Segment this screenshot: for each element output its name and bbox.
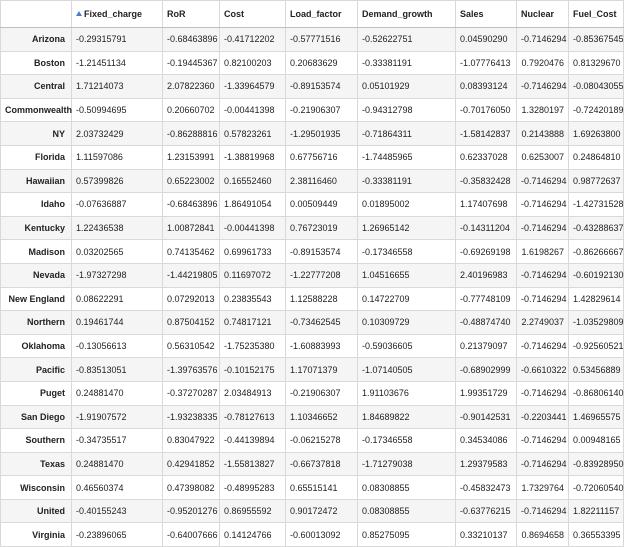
table-row	[1, 98, 624, 122]
table-cell: 0.11697072	[220, 263, 286, 287]
table-cell: -0.72060540	[569, 476, 624, 500]
table-row	[1, 263, 624, 287]
table-cell: -0.86806140	[569, 381, 624, 405]
table-cell: -0.45832473	[456, 476, 517, 500]
table-cell: 1.17071379	[286, 358, 358, 382]
row-header: Idaho	[1, 193, 72, 217]
table-cell: -1.93238335	[163, 405, 220, 429]
table-cell: -0.21906307	[286, 381, 358, 405]
table-row	[1, 75, 624, 99]
table-cell: -1.60883993	[286, 334, 358, 358]
table-cell: -0.00441398	[220, 216, 286, 240]
table-cell: -0.06215278	[286, 429, 358, 453]
table-cell: -1.29501935	[286, 122, 358, 146]
table-cell: -0.7146294	[517, 75, 569, 99]
table-cell: -1.44219805	[163, 263, 220, 287]
row-header: United	[1, 499, 72, 523]
table-cell: 0.05101929	[358, 75, 456, 99]
row-header: Nevada	[1, 263, 72, 287]
table-cell: 1.91103676	[358, 381, 456, 405]
table-row	[1, 405, 624, 429]
table-cell: 2.07822360	[163, 75, 220, 99]
table-cell: -1.42731528	[569, 193, 624, 217]
column-header-ror[interactable]	[163, 1, 220, 28]
table-cell: -0.50994695	[72, 98, 163, 122]
table-row	[1, 193, 624, 217]
table-cell: 0.83047922	[163, 429, 220, 453]
table-cell: -0.7146294	[517, 169, 569, 193]
table-cell: -1.97327298	[72, 263, 163, 287]
row-header: Central	[1, 75, 72, 99]
table-cell: -0.86266667	[569, 240, 624, 264]
table-cell: -0.83928950	[569, 452, 624, 476]
row-header: Texas	[1, 452, 72, 476]
table-cell: -0.34735517	[72, 429, 163, 453]
table-cell: 1.29379583	[456, 452, 517, 476]
table-cell: -1.21451134	[72, 51, 163, 75]
table-cell: -1.39763576	[163, 358, 220, 382]
table-cell: -0.60013092	[286, 523, 358, 547]
row-header: San Diego	[1, 405, 72, 429]
table-cell: 1.11597086	[72, 145, 163, 169]
table-cell: 1.69263800	[569, 122, 624, 146]
table-cell: -0.89153574	[286, 240, 358, 264]
table-cell: 0.42941852	[163, 452, 220, 476]
table-cell: -0.21906307	[286, 98, 358, 122]
table-cell: -1.07776413	[456, 51, 517, 75]
table-cell: 0.90172472	[286, 499, 358, 523]
table-cell: -1.55813827	[220, 452, 286, 476]
table-row	[1, 334, 624, 358]
table-cell: 0.24881470	[72, 452, 163, 476]
table-cell: -1.74485965	[358, 145, 456, 169]
table-cell: -0.00441398	[220, 98, 286, 122]
table-cell: 2.03484913	[220, 381, 286, 405]
table-cell: -1.71279038	[358, 452, 456, 476]
table-cell: -0.66737818	[286, 452, 358, 476]
table-cell: -0.64007666	[163, 523, 220, 547]
table-cell: 0.46560374	[72, 476, 163, 500]
table-row	[1, 51, 624, 75]
header-row	[1, 1, 624, 28]
table-cell: 0.76723019	[286, 216, 358, 240]
table-row	[1, 169, 624, 193]
table-cell: 0.00509449	[286, 193, 358, 217]
table-cell: 1.26965142	[358, 216, 456, 240]
column-header-fixed-charge[interactable]	[72, 1, 163, 28]
row-header: Florida	[1, 145, 72, 169]
table-cell: 0.6253007	[517, 145, 569, 169]
table-cell: 0.24881470	[72, 381, 163, 405]
table-cell: 0.86955592	[220, 499, 286, 523]
row-header: Wisconsin	[1, 476, 72, 500]
table-cell: -0.17346558	[358, 429, 456, 453]
table-cell: -0.7146294	[517, 287, 569, 311]
table-cell: 0.21379097	[456, 334, 517, 358]
table-cell: -0.59036605	[358, 334, 456, 358]
row-header: Pacific	[1, 358, 72, 382]
table-cell: 0.33210137	[456, 523, 517, 547]
row-header: Arizona	[1, 28, 72, 52]
table-cell: -1.58142837	[456, 122, 517, 146]
table-row	[1, 216, 624, 240]
table-cell: 1.86491054	[220, 193, 286, 217]
table-cell: -0.43288637	[569, 216, 624, 240]
table-cell: 0.08308855	[358, 499, 456, 523]
table-cell: -1.91907572	[72, 405, 163, 429]
table-row	[1, 28, 624, 52]
column-header-label: Fuel_Cost	[573, 9, 617, 19]
column-header-label: Cost	[224, 9, 244, 19]
table-cell: 0.00948165	[569, 429, 624, 453]
table-cell: 0.08622291	[72, 287, 163, 311]
table-cell: 1.22436538	[72, 216, 163, 240]
table-cell: -0.7146294	[517, 429, 569, 453]
table-cell: -0.95201276	[163, 499, 220, 523]
table-cell: -0.7146294	[517, 334, 569, 358]
column-header-label: Demand_growth	[362, 9, 433, 19]
table-cell: 2.03732429	[72, 122, 163, 146]
table-cell: 0.10309729	[358, 311, 456, 335]
table-cell: -0.92560521	[569, 334, 624, 358]
table-cell: -0.70176050	[456, 98, 517, 122]
table-cell: 1.04516655	[358, 263, 456, 287]
table-cell: -0.23896065	[72, 523, 163, 547]
table-cell: 0.56310542	[163, 334, 220, 358]
table-cell: 1.00872841	[163, 216, 220, 240]
table-cell: -0.44139894	[220, 429, 286, 453]
table-row	[1, 358, 624, 382]
table-cell: -0.57771516	[286, 28, 358, 52]
table-cell: 0.85275095	[358, 523, 456, 547]
table-cell: 0.57823261	[220, 122, 286, 146]
table-cell: 0.34534086	[456, 429, 517, 453]
row-header: New England	[1, 287, 72, 311]
table-cell: -0.73462545	[286, 311, 358, 335]
table-cell: 0.04590290	[456, 28, 517, 52]
table-cell: 1.6198267	[517, 240, 569, 264]
row-header: Northern	[1, 311, 72, 335]
table-cell: 0.16552460	[220, 169, 286, 193]
table-cell: 0.08393124	[456, 75, 517, 99]
table-cell: 0.82100203	[220, 51, 286, 75]
table-row	[1, 381, 624, 405]
column-header-label: Load_factor	[290, 9, 342, 19]
table-cell: 0.07292013	[163, 287, 220, 311]
table-cell: -0.48874740	[456, 311, 517, 335]
table-cell: -0.83513051	[72, 358, 163, 382]
table-row	[1, 145, 624, 169]
table-cell: 0.47398082	[163, 476, 220, 500]
table-cell: 1.82211157	[569, 499, 624, 523]
table-cell: -0.7146294	[517, 381, 569, 405]
table-cell: 0.19461744	[72, 311, 163, 335]
table-cell: -0.10152175	[220, 358, 286, 382]
table-cell: -1.22777208	[286, 263, 358, 287]
column-header-label: RoR	[167, 9, 186, 19]
table-cell: -1.33964579	[220, 75, 286, 99]
table-cell: 1.42829614	[569, 287, 624, 311]
table-cell: 0.65515141	[286, 476, 358, 500]
table-cell: 0.7920476	[517, 51, 569, 75]
table-cell: 1.84689822	[358, 405, 456, 429]
table-cell: -0.08043055	[569, 75, 624, 99]
column-header-load-factor[interactable]	[286, 1, 358, 28]
column-header-label: Sales	[460, 9, 484, 19]
table-cell: 0.74135462	[163, 240, 220, 264]
table-row	[1, 476, 624, 500]
table-cell: 0.62337028	[456, 145, 517, 169]
table-cell: -0.7146294	[517, 452, 569, 476]
table-cell: 1.3280197	[517, 98, 569, 122]
table-cell: 1.12588228	[286, 287, 358, 311]
table-cell: -0.33381191	[358, 51, 456, 75]
table-cell: 1.23153991	[163, 145, 220, 169]
column-header-nuclear[interactable]	[517, 1, 569, 28]
table-cell: 0.24864810	[569, 145, 624, 169]
table-cell: 0.69961733	[220, 240, 286, 264]
sort-ascending-icon[interactable]	[76, 11, 82, 16]
table-cell: -0.85367545	[569, 28, 624, 52]
row-header: Southern	[1, 429, 72, 453]
table-cell: -0.6610322	[517, 358, 569, 382]
table-row	[1, 499, 624, 523]
row-header: Virginia	[1, 523, 72, 547]
table-row	[1, 122, 624, 146]
table-cell: -0.14311204	[456, 216, 517, 240]
row-header: NY	[1, 122, 72, 146]
table-cell: -1.03529809	[569, 311, 624, 335]
table-cell: 1.99351729	[456, 381, 517, 405]
table-cell: 0.67756716	[286, 145, 358, 169]
table-cell: -0.19445367	[163, 51, 220, 75]
table-cell: -0.78127613	[220, 405, 286, 429]
row-header: Puget	[1, 381, 72, 405]
table-cell: 2.38116460	[286, 169, 358, 193]
table-cell: 0.20683629	[286, 51, 358, 75]
table-cell: -0.86288816	[163, 122, 220, 146]
table-cell: -0.29315791	[72, 28, 163, 52]
table-cell: -0.48995283	[220, 476, 286, 500]
table-cell: -0.68463896	[163, 28, 220, 52]
table-cell: -0.17346558	[358, 240, 456, 264]
table-cell: -0.7146294	[517, 193, 569, 217]
table-cell: 1.10346652	[286, 405, 358, 429]
table-cell: 0.53456889	[569, 358, 624, 382]
table-row	[1, 523, 624, 547]
table-cell: 0.36553395	[569, 523, 624, 547]
table-cell: -1.75235380	[220, 334, 286, 358]
table-cell: -0.33381191	[358, 169, 456, 193]
table-cell: -0.13056613	[72, 334, 163, 358]
table-cell: 0.81329670	[569, 51, 624, 75]
row-header: Commonwealth	[1, 98, 72, 122]
table-cell: -0.90142531	[456, 405, 517, 429]
column-header-demand-growth[interactable]	[358, 1, 456, 28]
table-cell: 0.2143888	[517, 122, 569, 146]
table-cell: 0.8694658	[517, 523, 569, 547]
row-header: Madison	[1, 240, 72, 264]
row-header: Oklahoma	[1, 334, 72, 358]
table-cell: -0.69269198	[456, 240, 517, 264]
column-header-cost[interactable]	[220, 1, 286, 28]
table-cell: -0.07636887	[72, 193, 163, 217]
table-cell: -0.77748109	[456, 287, 517, 311]
table-cell: -0.72420189	[569, 98, 624, 122]
column-header-fuel-cost[interactable]	[569, 1, 624, 28]
table-cell: -1.07140505	[358, 358, 456, 382]
table-cell: -0.37270287	[163, 381, 220, 405]
table-cell: 0.87504152	[163, 311, 220, 335]
table-cell: -0.71864311	[358, 122, 456, 146]
table-cell: -0.2203441	[517, 405, 569, 429]
table-row	[1, 452, 624, 476]
column-header-label: Fixed_charge	[84, 9, 143, 19]
grid-body	[1, 28, 624, 547]
table-cell: -0.60192130	[569, 263, 624, 287]
table-row	[1, 429, 624, 453]
table-cell: 0.08308855	[358, 476, 456, 500]
table-cell: 0.20660702	[163, 98, 220, 122]
table-cell: 0.14722709	[358, 287, 456, 311]
table-cell: 0.57399826	[72, 169, 163, 193]
table-cell: 0.01895002	[358, 193, 456, 217]
row-header: Boston	[1, 51, 72, 75]
table-cell: -0.7146294	[517, 499, 569, 523]
table-cell: 2.2749037	[517, 311, 569, 335]
column-header-label: Nuclear	[521, 9, 555, 19]
table-row	[1, 311, 624, 335]
table-cell: -0.35832428	[456, 169, 517, 193]
table-cell: 1.71214073	[72, 75, 163, 99]
table-row	[1, 240, 624, 264]
table-cell: -0.41712202	[220, 28, 286, 52]
table-cell: -1.38819968	[220, 145, 286, 169]
table-cell: -0.7146294	[517, 28, 569, 52]
table-cell: -0.94312798	[358, 98, 456, 122]
corner-cell	[1, 1, 72, 28]
table-cell: -0.68463896	[163, 193, 220, 217]
table-cell: -0.68902999	[456, 358, 517, 382]
table-row	[1, 287, 624, 311]
table-cell: 1.17407698	[456, 193, 517, 217]
table-cell: 0.14124766	[220, 523, 286, 547]
table-cell: 0.03202565	[72, 240, 163, 264]
table-cell: 0.98772637	[569, 169, 624, 193]
table-cell: -0.89153574	[286, 75, 358, 99]
table-cell: 0.23835543	[220, 287, 286, 311]
table-cell: -0.40155243	[72, 499, 163, 523]
row-header: Kentucky	[1, 216, 72, 240]
table-cell: -0.7146294	[517, 216, 569, 240]
table-cell: -0.52622751	[358, 28, 456, 52]
column-header-sales[interactable]	[456, 1, 517, 28]
table-cell: 0.65223002	[163, 169, 220, 193]
table-cell: 0.74817121	[220, 311, 286, 335]
table-cell: -0.63776215	[456, 499, 517, 523]
table-cell: 2.40196983	[456, 263, 517, 287]
table-cell: -0.7146294	[517, 263, 569, 287]
row-header: Hawaiian	[1, 169, 72, 193]
table-cell: 1.46965575	[569, 405, 624, 429]
table-cell: 1.7329764	[517, 476, 569, 500]
